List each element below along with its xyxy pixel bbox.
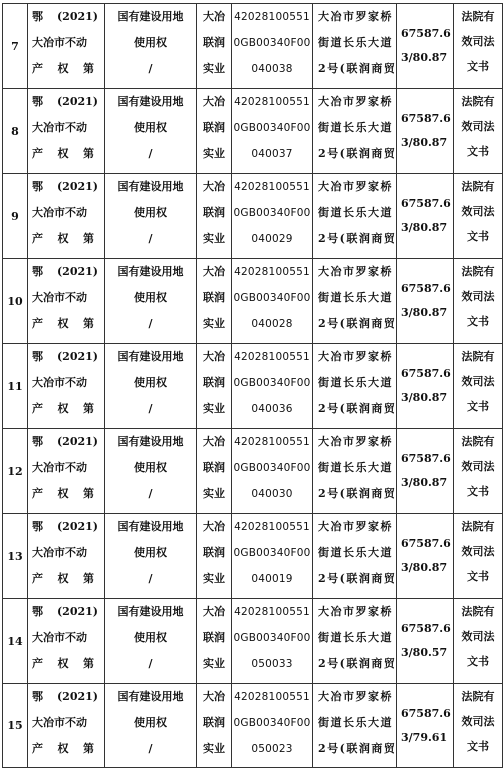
owner-line: 联润 xyxy=(203,36,225,49)
row-number-cell xyxy=(3,344,28,429)
table-row xyxy=(3,174,503,259)
location-line: 2号(联润商贸 xyxy=(318,402,397,415)
cert-issuer: 大冶市不动 xyxy=(32,546,87,559)
area-line: 3/80.87 xyxy=(401,51,448,64)
unit-code-line: 42028100551 xyxy=(234,521,310,533)
basis-line: 文书 xyxy=(467,570,489,583)
certificate-cell xyxy=(28,344,105,429)
right-type-line: / xyxy=(148,62,153,75)
owner-cell xyxy=(197,684,232,768)
area-line: 3/80.57 xyxy=(401,646,448,659)
area-cell xyxy=(397,684,454,768)
right-type-cell xyxy=(105,344,197,429)
area-line: 67587.6 xyxy=(401,706,451,720)
right-type-line: / xyxy=(148,572,153,585)
unit-code-line: 42028100551 xyxy=(234,96,310,108)
cert-word-3: 第 xyxy=(83,62,94,75)
right-type-cell xyxy=(105,259,197,344)
location-line: 街道长乐大道 xyxy=(318,36,393,49)
cert-prefix: 鄂 xyxy=(32,265,43,278)
location-cell xyxy=(313,89,397,174)
unit-code-line: 050023 xyxy=(251,743,293,755)
right-type-line: 使用权 xyxy=(134,376,167,389)
cert-prefix: 鄂 xyxy=(32,435,43,448)
owner-line: 实业 xyxy=(203,402,225,415)
location-line: 街道长乐大道 xyxy=(318,376,393,389)
location-cell xyxy=(313,684,397,768)
owner-line: 大冶 xyxy=(203,605,225,618)
right-type-line: 使用权 xyxy=(134,121,167,134)
right-type-line: 使用权 xyxy=(134,546,167,559)
table-row xyxy=(3,344,503,429)
unit-code-cell xyxy=(232,684,313,768)
owner-cell xyxy=(197,599,232,684)
unit-code-line: 0GB00340F00 xyxy=(233,632,311,644)
basis-line: 法院有 xyxy=(461,520,495,533)
area-line: 67587.6 xyxy=(401,622,451,635)
row-number: 10 xyxy=(7,294,23,308)
right-type-line: 国有建设用地 xyxy=(117,265,184,278)
owner-line: 实业 xyxy=(203,572,225,585)
area-cell xyxy=(397,174,454,259)
owner-line: 大冶 xyxy=(203,690,225,703)
location-line: 大冶市罗家桥 xyxy=(318,520,393,533)
basis-line: 效司法 xyxy=(461,545,495,558)
cert-word-2: 权 xyxy=(57,657,69,670)
right-type-line: 使用权 xyxy=(134,291,167,304)
unit-code-line: 040028 xyxy=(251,318,293,330)
area-line: 67587.6 xyxy=(401,537,451,550)
location-line: 大冶市罗家桥 xyxy=(318,10,393,23)
owner-line: 联润 xyxy=(203,546,225,559)
owner-cell xyxy=(197,429,232,514)
owner-line: 大冶 xyxy=(203,10,225,23)
table-row xyxy=(3,514,503,599)
basis-line: 法院有 xyxy=(461,435,495,448)
location-line: 大冶市罗家桥 xyxy=(318,690,393,703)
row-number-cell xyxy=(3,89,28,174)
location-line: 2号(联润商贸 xyxy=(318,487,397,500)
certificate-cell xyxy=(28,514,105,599)
cert-word-3: 第 xyxy=(83,572,94,585)
row-number-cell xyxy=(3,514,28,599)
cert-word-2: 权 xyxy=(57,742,69,755)
owner-line: 大冶 xyxy=(203,350,225,363)
legal-basis-cell xyxy=(454,174,503,259)
location-line: 2号(联润商贸 xyxy=(318,147,397,160)
owner-cell xyxy=(197,344,232,429)
right-type-line: / xyxy=(148,317,153,330)
row-number: 7 xyxy=(11,39,19,53)
owner-line: 联润 xyxy=(203,121,225,134)
basis-line: 效司法 xyxy=(461,460,495,473)
table-row xyxy=(3,259,503,344)
cert-prefix: 鄂 xyxy=(32,605,43,618)
owner-line: 实业 xyxy=(203,62,225,75)
certificate-cell xyxy=(28,174,105,259)
cert-issuer: 大冶市不动 xyxy=(32,36,87,49)
location-cell xyxy=(313,344,397,429)
basis-line: 效司法 xyxy=(461,630,495,643)
legal-basis-cell xyxy=(454,344,503,429)
location-line: 街道长乐大道 xyxy=(318,121,393,134)
location-cell xyxy=(313,429,397,514)
cert-year: (2021) xyxy=(56,690,98,703)
cert-word-1: 产 xyxy=(32,62,43,75)
row-number-cell xyxy=(3,259,28,344)
location-line: 2号(联润商贸 xyxy=(318,232,397,245)
area-line: 3/80.87 xyxy=(401,136,448,149)
unit-code-cell xyxy=(232,344,313,429)
owner-line: 大冶 xyxy=(203,95,225,108)
basis-line: 效司法 xyxy=(461,375,495,388)
owner-cell xyxy=(197,4,232,89)
basis-line: 文书 xyxy=(467,145,489,158)
right-type-cell xyxy=(105,429,197,514)
unit-code-line: 040030 xyxy=(251,488,293,500)
area-line: 67587.6 xyxy=(401,27,451,40)
row-number: 8 xyxy=(11,124,19,138)
owner-line: 联润 xyxy=(203,461,225,474)
right-type-cell xyxy=(105,4,197,89)
row-number: 12 xyxy=(7,464,23,478)
owner-line: 实业 xyxy=(203,232,225,245)
right-type-line: 国有建设用地 xyxy=(117,435,184,448)
owner-cell xyxy=(197,259,232,344)
unit-code-cell xyxy=(232,259,313,344)
location-cell xyxy=(313,4,397,89)
location-line: 2号(联润商贸 xyxy=(318,62,397,75)
area-line: 67587.6 xyxy=(401,367,451,380)
area-line: 3/80.87 xyxy=(401,561,448,574)
cert-word-3: 第 xyxy=(83,147,94,160)
area-cell xyxy=(397,89,454,174)
area-line: 67587.6 xyxy=(401,197,451,210)
right-type-line: / xyxy=(148,147,153,160)
unit-code-line: 0GB00340F00 xyxy=(233,292,311,304)
cert-word-1: 产 xyxy=(32,147,43,160)
location-line: 街道长乐大道 xyxy=(318,291,393,304)
cert-prefix: 鄂 xyxy=(32,520,43,533)
certificate-cell xyxy=(28,429,105,514)
location-line: 2号(联润商贸 xyxy=(318,742,397,755)
location-cell xyxy=(313,514,397,599)
basis-line: 文书 xyxy=(467,315,489,328)
cert-word-1: 产 xyxy=(32,232,43,245)
unit-code-line: 0GB00340F00 xyxy=(233,207,311,219)
cert-word-1: 产 xyxy=(32,742,43,755)
unit-code-line: 0GB00340F00 xyxy=(233,377,311,389)
right-type-line: / xyxy=(148,742,153,755)
location-line: 大冶市罗家桥 xyxy=(318,265,393,278)
basis-line: 文书 xyxy=(467,400,489,413)
cert-word-2: 权 xyxy=(57,62,69,75)
unit-code-cell xyxy=(232,89,313,174)
legal-basis-cell xyxy=(454,599,503,684)
owner-line: 联润 xyxy=(203,291,225,304)
basis-line: 效司法 xyxy=(461,715,495,728)
property-table xyxy=(2,3,503,768)
right-type-line: 国有建设用地 xyxy=(117,180,184,193)
cert-year: (2021) xyxy=(56,95,98,108)
right-type-line: 使用权 xyxy=(134,716,167,729)
location-line: 2号(联润商贸 xyxy=(318,657,397,670)
basis-line: 效司法 xyxy=(461,205,495,218)
basis-line: 文书 xyxy=(467,740,489,753)
row-number: 13 xyxy=(7,549,23,563)
basis-line: 效司法 xyxy=(461,290,495,303)
cert-issuer: 大冶市不动 xyxy=(32,206,87,219)
row-number: 15 xyxy=(7,719,23,732)
unit-code-line: 0GB00340F00 xyxy=(233,462,311,474)
cert-prefix: 鄂 xyxy=(32,95,43,108)
cert-word-3: 第 xyxy=(83,317,94,330)
location-cell xyxy=(313,259,397,344)
unit-code-line: 040036 xyxy=(251,403,293,415)
legal-basis-cell xyxy=(454,514,503,599)
owner-line: 实业 xyxy=(203,487,225,500)
location-line: 大冶市罗家桥 xyxy=(318,350,393,363)
unit-code-cell xyxy=(232,514,313,599)
unit-code-line: 0GB00340F00 xyxy=(233,717,311,729)
unit-code-line: 0GB00340F00 xyxy=(233,547,311,559)
cert-year: (2021) xyxy=(56,435,98,448)
owner-line: 实业 xyxy=(203,147,225,160)
right-type-line: / xyxy=(148,402,153,415)
owner-line: 联润 xyxy=(203,206,225,219)
legal-basis-cell xyxy=(454,4,503,89)
right-type-line: / xyxy=(148,232,153,245)
basis-line: 法院有 xyxy=(461,265,495,278)
cert-word-2: 权 xyxy=(57,147,69,160)
row-number-cell xyxy=(3,599,28,684)
area-cell xyxy=(397,429,454,514)
area-cell xyxy=(397,514,454,599)
cert-word-3: 第 xyxy=(83,402,94,415)
unit-code-line: 42028100551 xyxy=(234,181,310,193)
unit-code-line: 42028100551 xyxy=(234,11,310,23)
area-line: 3/80.87 xyxy=(401,221,448,234)
unit-code-line: 0GB00340F00 xyxy=(233,37,311,49)
cert-issuer: 大冶市不动 xyxy=(32,631,87,644)
cert-prefix: 鄂 xyxy=(32,10,43,23)
cert-issuer: 大冶市不动 xyxy=(32,716,87,729)
row-number: 9 xyxy=(11,209,19,223)
table-row xyxy=(3,599,503,684)
cert-word-3: 第 xyxy=(83,742,94,755)
owner-line: 大冶 xyxy=(203,435,225,448)
unit-code-cell xyxy=(232,4,313,89)
cert-year: (2021) xyxy=(56,350,98,363)
row-number-cell xyxy=(3,429,28,514)
basis-line: 法院有 xyxy=(461,690,495,703)
area-cell xyxy=(397,599,454,684)
cert-word-2: 权 xyxy=(57,402,69,415)
row-number-cell xyxy=(3,684,28,768)
unit-code-line: 42028100551 xyxy=(234,436,310,448)
basis-line: 文书 xyxy=(467,230,489,243)
owner-line: 大冶 xyxy=(203,265,225,278)
right-type-cell xyxy=(105,89,197,174)
owner-line: 联润 xyxy=(203,376,225,389)
owner-line: 大冶 xyxy=(203,180,225,193)
right-type-line: 国有建设用地 xyxy=(117,10,184,23)
basis-line: 文书 xyxy=(467,655,489,668)
owner-cell xyxy=(197,89,232,174)
right-type-line: 使用权 xyxy=(134,36,167,49)
basis-line: 法院有 xyxy=(461,180,495,193)
cert-prefix: 鄂 xyxy=(32,690,43,703)
owner-line: 实业 xyxy=(203,657,225,670)
basis-line: 法院有 xyxy=(461,10,495,23)
location-line: 街道长乐大道 xyxy=(318,461,393,474)
right-type-line: / xyxy=(148,657,153,670)
basis-line: 法院有 xyxy=(461,350,495,363)
basis-line: 法院有 xyxy=(461,95,495,108)
location-line: 街道长乐大道 xyxy=(318,546,393,559)
cert-year: (2021) xyxy=(56,265,98,278)
row-number-cell xyxy=(3,174,28,259)
area-line: 3/79.61 xyxy=(401,730,448,744)
right-type-cell xyxy=(105,174,197,259)
certificate-cell xyxy=(28,599,105,684)
unit-code-line: 040038 xyxy=(251,63,293,75)
location-line: 2号(联润商贸 xyxy=(318,317,397,330)
cert-prefix: 鄂 xyxy=(32,350,43,363)
owner-line: 实业 xyxy=(203,317,225,330)
cert-word-2: 权 xyxy=(57,317,69,330)
cert-word-2: 权 xyxy=(57,487,69,500)
area-line: 3/80.87 xyxy=(401,476,448,489)
unit-code-line: 040019 xyxy=(251,573,293,585)
area-line: 67587.6 xyxy=(401,282,451,295)
legal-basis-cell xyxy=(454,259,503,344)
owner-cell xyxy=(197,174,232,259)
row-number: 14 xyxy=(7,634,23,648)
area-cell xyxy=(397,4,454,89)
cert-word-2: 权 xyxy=(57,232,69,245)
unit-code-cell xyxy=(232,174,313,259)
cert-word-3: 第 xyxy=(83,232,94,245)
cert-word-1: 产 xyxy=(32,657,43,670)
table-row xyxy=(3,429,503,514)
basis-line: 文书 xyxy=(467,485,489,498)
location-line: 街道长乐大道 xyxy=(318,716,393,729)
basis-line: 效司法 xyxy=(461,120,495,133)
right-type-line: 国有建设用地 xyxy=(117,605,184,618)
location-line: 大冶市罗家桥 xyxy=(318,605,393,618)
right-type-line: 使用权 xyxy=(134,461,167,474)
table-row xyxy=(3,684,503,768)
right-type-cell xyxy=(105,599,197,684)
unit-code-line: 040029 xyxy=(251,233,293,245)
location-line: 街道长乐大道 xyxy=(318,631,393,644)
cert-prefix: 鄂 xyxy=(32,180,43,193)
cert-word-1: 产 xyxy=(32,572,43,585)
unit-code-line: 42028100551 xyxy=(234,691,310,703)
area-line: 67587.6 xyxy=(401,452,451,465)
row-number: 11 xyxy=(7,379,23,393)
cert-issuer: 大冶市不动 xyxy=(32,121,87,134)
owner-line: 大冶 xyxy=(203,520,225,533)
location-cell xyxy=(313,174,397,259)
cert-word-1: 产 xyxy=(32,402,43,415)
unit-code-line: 040037 xyxy=(251,148,293,160)
unit-code-line: 42028100551 xyxy=(234,266,310,278)
cert-year: (2021) xyxy=(56,520,98,533)
unit-code-cell xyxy=(232,429,313,514)
cert-year: (2021) xyxy=(56,10,98,23)
location-line: 大冶市罗家桥 xyxy=(318,180,393,193)
right-type-line: 国有建设用地 xyxy=(117,690,184,703)
certificate-cell xyxy=(28,89,105,174)
location-line: 大冶市罗家桥 xyxy=(318,435,393,448)
basis-line: 效司法 xyxy=(461,35,495,48)
right-type-cell xyxy=(105,684,197,768)
right-type-line: 国有建设用地 xyxy=(117,520,184,533)
right-type-line: 使用权 xyxy=(134,206,167,219)
cert-year: (2021) xyxy=(56,180,98,193)
unit-code-line: 050033 xyxy=(251,658,293,670)
unit-code-line: 42028100551 xyxy=(234,606,310,618)
row-number-cell xyxy=(3,4,28,89)
owner-line: 联润 xyxy=(203,716,225,729)
legal-basis-cell xyxy=(454,89,503,174)
cert-word-1: 产 xyxy=(32,317,43,330)
cert-word-2: 权 xyxy=(57,572,69,585)
unit-code-cell xyxy=(232,599,313,684)
certificate-cell xyxy=(28,4,105,89)
cert-issuer: 大冶市不动 xyxy=(32,291,87,304)
area-line: 67587.6 xyxy=(401,112,451,125)
owner-line: 联润 xyxy=(203,631,225,644)
cert-issuer: 大冶市不动 xyxy=(32,461,87,474)
location-line: 大冶市罗家桥 xyxy=(318,95,393,108)
unit-code-line: 42028100551 xyxy=(234,351,310,363)
cert-word-3: 第 xyxy=(83,657,94,670)
location-line: 2号(联润商贸 xyxy=(318,572,397,585)
cert-issuer: 大冶市不动 xyxy=(32,376,87,389)
legal-basis-cell xyxy=(454,429,503,514)
area-line: 3/80.87 xyxy=(401,306,448,319)
unit-code-line: 0GB00340F00 xyxy=(233,122,311,134)
owner-cell xyxy=(197,514,232,599)
certificate-cell xyxy=(28,684,105,768)
right-type-line: 国有建设用地 xyxy=(117,350,184,363)
right-type-line: 使用权 xyxy=(134,631,167,644)
right-type-cell xyxy=(105,514,197,599)
right-type-line: 国有建设用地 xyxy=(117,95,184,108)
table-row xyxy=(3,4,503,89)
area-line: 3/80.87 xyxy=(401,391,448,404)
cert-word-1: 产 xyxy=(32,487,43,500)
area-cell xyxy=(397,259,454,344)
cert-word-3: 第 xyxy=(83,487,94,500)
basis-line: 法院有 xyxy=(461,605,495,618)
right-type-line: / xyxy=(148,487,153,500)
owner-line: 实业 xyxy=(203,742,225,755)
legal-basis-cell xyxy=(454,684,503,768)
table-row xyxy=(3,89,503,174)
location-line: 街道长乐大道 xyxy=(318,206,393,219)
area-cell xyxy=(397,344,454,429)
basis-line: 文书 xyxy=(467,60,489,73)
cert-year: (2021) xyxy=(56,605,98,618)
location-cell xyxy=(313,599,397,684)
certificate-cell xyxy=(28,259,105,344)
